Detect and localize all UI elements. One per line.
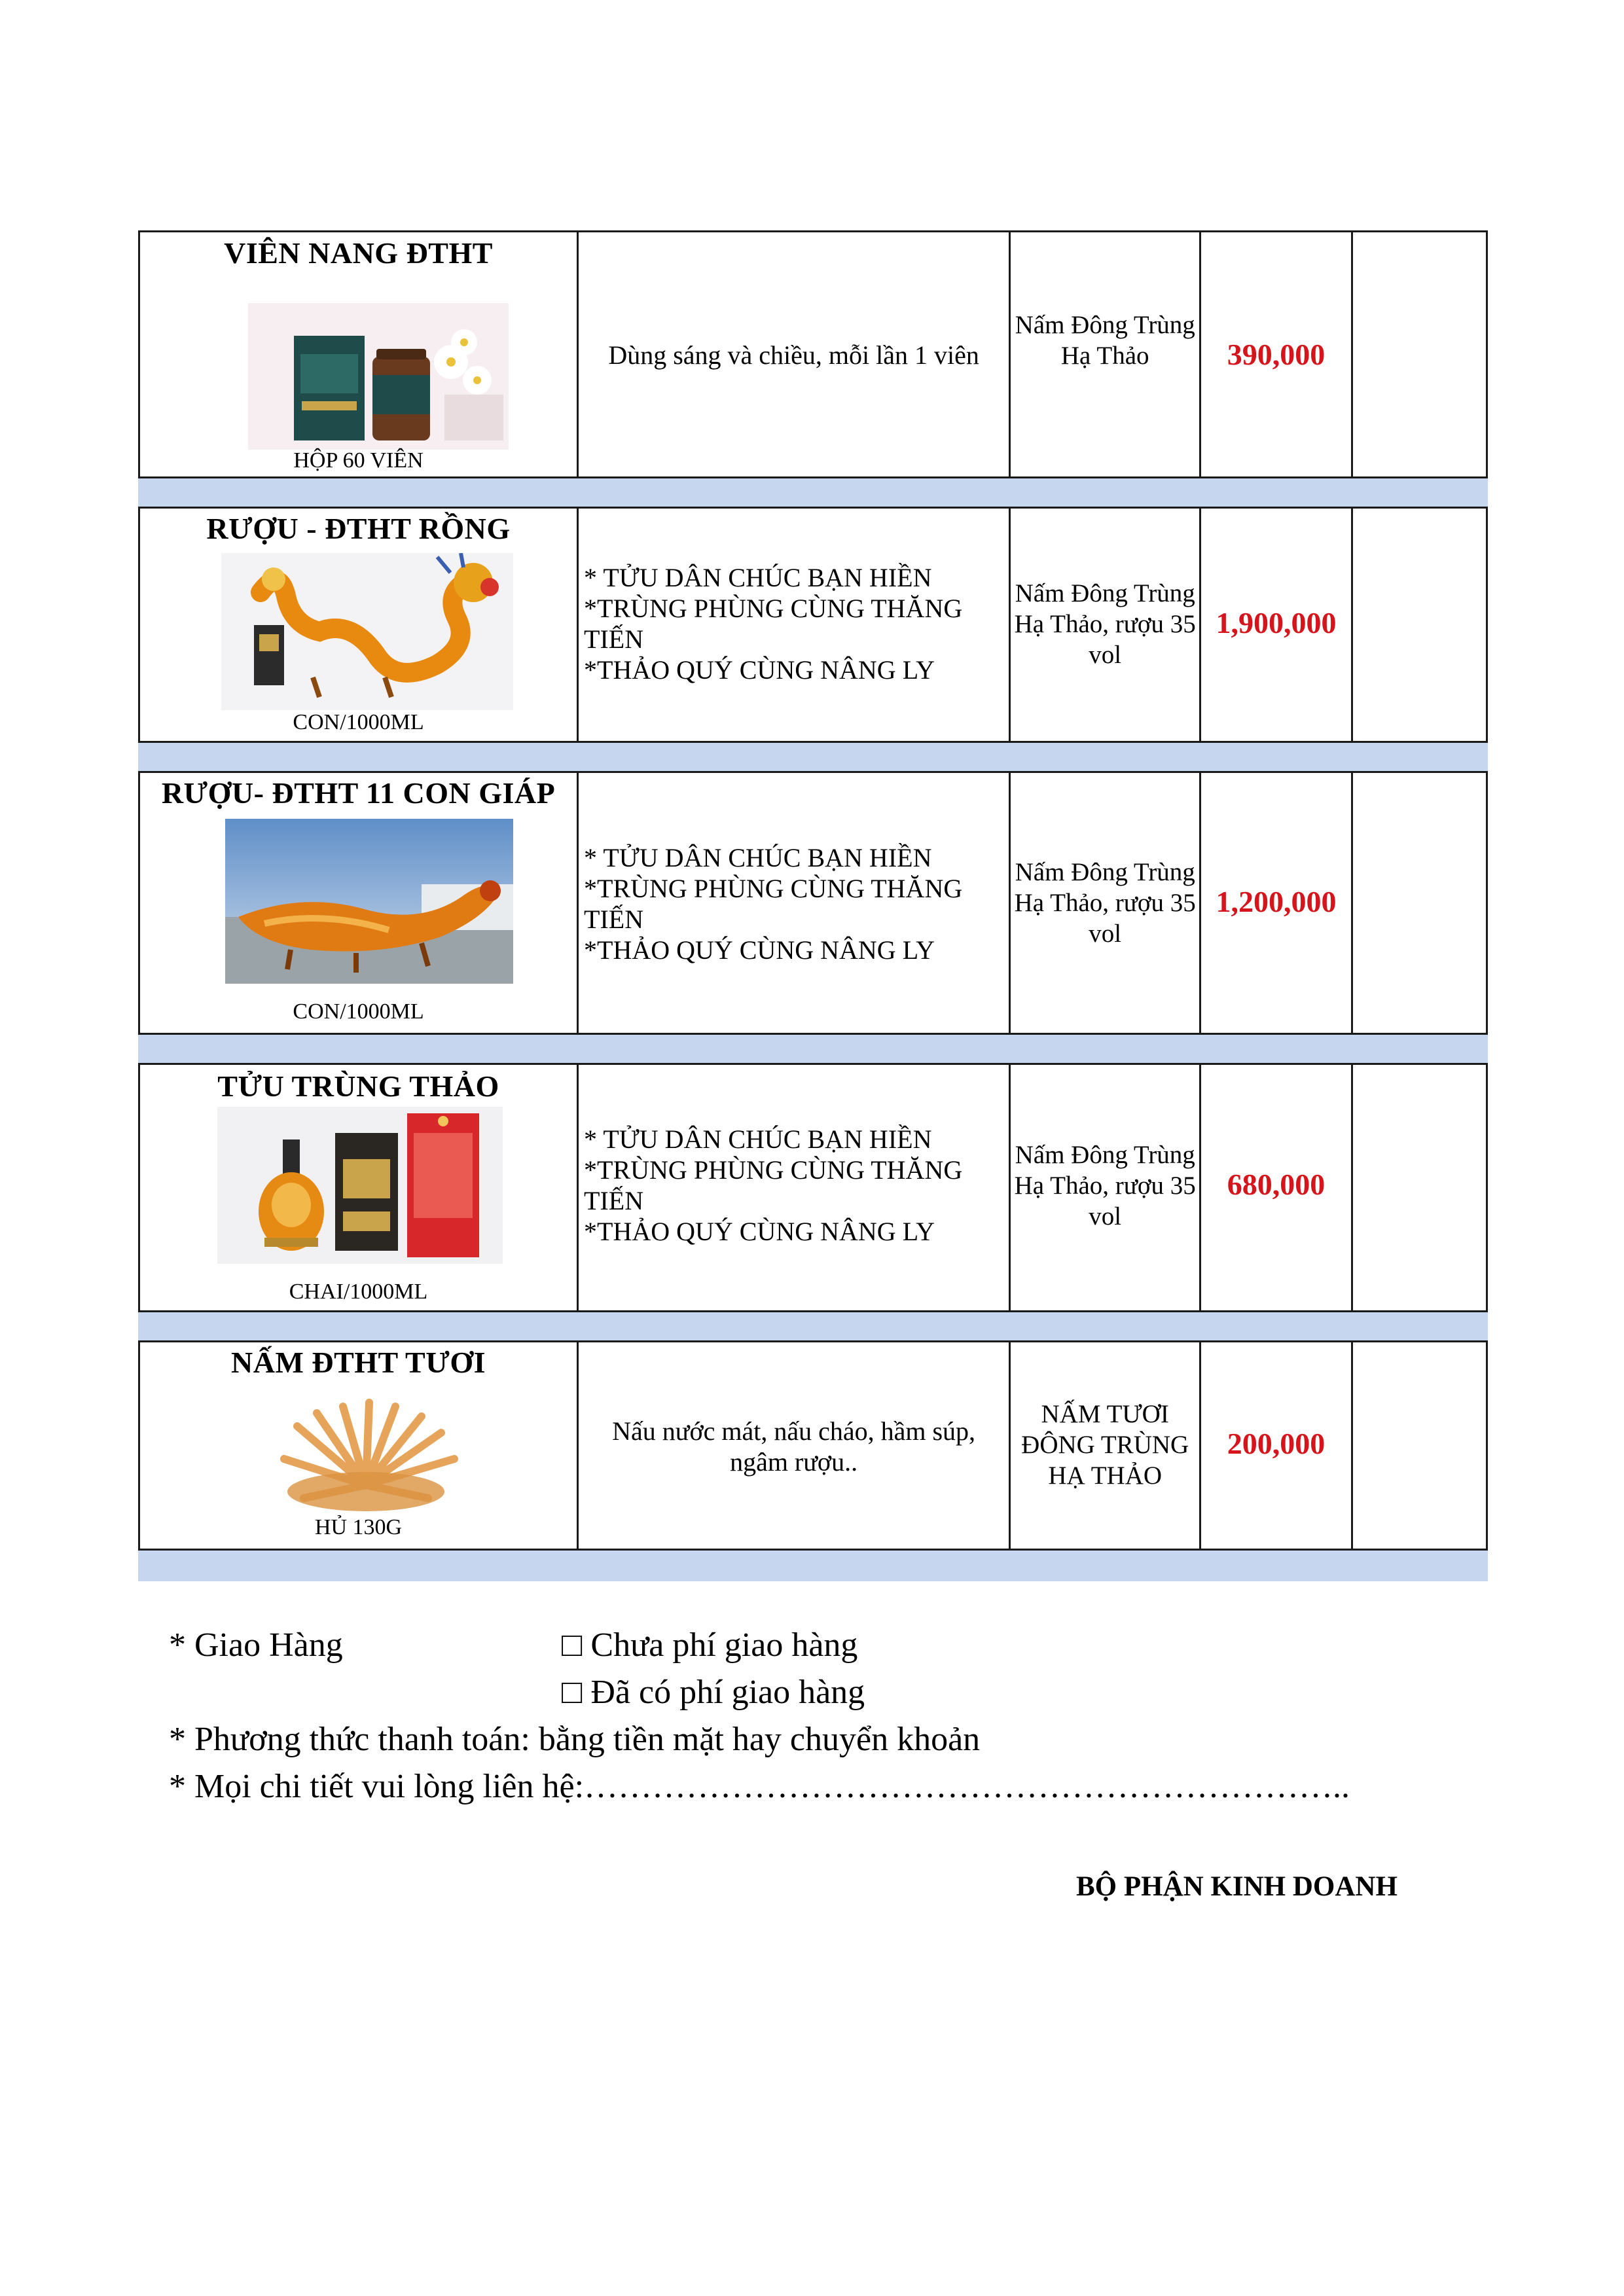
price-cell [1201, 509, 1352, 741]
product-package: HỘP 60 VIÊN [293, 448, 424, 473]
ingredient-cell [1011, 232, 1201, 476]
ingredient-text: Nấm Đông Trùng Hạ Thảo, rượu 35 vol [1014, 579, 1196, 669]
price-value: 1,900,000 [1216, 606, 1337, 639]
product-package: HỦ 130G [314, 1515, 403, 1539]
row-separator [138, 476, 1488, 507]
usage-text: * TỬU DÂN CHÚC BẠN HIỀN *TRÙNG PHÙNG CÙNG THĂNG TIẾN *THẢO QUÝ CÙNG NÂNG LY [584, 563, 963, 685]
contact-note: * Mọi chi tiết vui lòng liên hệ:………………………………………………………….. [169, 1768, 1350, 1805]
usage-text: Nấu nước mát, nấu cháo, hầm súp, ngâm rượu.. [612, 1416, 976, 1477]
ingredient-text: NẤM TƯƠI ĐÔNG TRÙNG HẠ THẢO [1021, 1400, 1189, 1490]
empty-cell [1353, 1342, 1486, 1549]
empty-cell [1353, 1065, 1486, 1310]
ingredient-cell [1011, 1342, 1201, 1549]
delivery-label: * Giao Hàng [169, 1626, 343, 1664]
product-name: RƯỢU - ĐTHT RỒNG [206, 512, 511, 545]
usage-text: * TỬU DÂN CHÚC BẠN HIỀN *TRÙNG PHÙNG CÙNG THĂNG TIẾN *THẢO QUÝ CÙNG NÂNG LY [584, 1124, 963, 1246]
usage-cell [579, 773, 1011, 1033]
wine-bottle-box-photo [217, 1107, 503, 1264]
product-package: CON/1000ML [293, 710, 424, 734]
product-name: TỬU TRÙNG THẢO [217, 1069, 499, 1103]
capsule-box-photo [248, 303, 509, 450]
table-row [138, 230, 1488, 476]
product-name: VIÊN NANG ĐTHT [224, 236, 493, 270]
sales-department-signature: BỘ PHẬN KINH DOANH [1076, 1871, 1398, 1902]
table-row [138, 1063, 1488, 1310]
usage-cell [579, 1065, 1011, 1310]
row-separator [138, 1310, 1488, 1340]
price-value: 680,000 [1227, 1168, 1326, 1201]
delivery-option-unpaid: □ Chưa phí giao hàng [562, 1626, 858, 1664]
table-row [138, 507, 1488, 741]
usage-cell [579, 1342, 1011, 1549]
price-value: 1,200,000 [1216, 885, 1337, 918]
price-table [138, 230, 1488, 1581]
product-cell [140, 1342, 579, 1549]
ingredient-text: Nấm Đông Trùng Hạ Thảo [1015, 311, 1195, 370]
product-cell [140, 1065, 579, 1310]
usage-cell [579, 509, 1011, 741]
price-cell [1201, 1342, 1352, 1549]
ingredient-text: Nấm Đông Trùng Hạ Thảo, rượu 35 vol [1014, 858, 1196, 948]
delivery-option-paid: □ Đã có phí giao hàng [562, 1674, 865, 1711]
payment-note: * Phương thức thanh toán: bằng tiền mặt hay chuyển khoản [169, 1721, 981, 1758]
price-value: 200,000 [1227, 1427, 1326, 1460]
product-cell [140, 232, 579, 476]
dragon-bottle-photo [221, 553, 513, 710]
empty-cell [1353, 773, 1486, 1033]
product-name: NẤM ĐTHT TƯƠI [231, 1346, 486, 1379]
usage-text: * TỬU DÂN CHÚC BẠN HIỀN *TRÙNG PHÙNG CÙNG THĂNG TIẾN *THẢO QUÝ CÙNG NÂNG LY [584, 843, 963, 965]
empty-cell [1353, 232, 1486, 476]
product-cell [140, 509, 579, 741]
fresh-cordyceps-photo [258, 1387, 474, 1518]
product-package: CON/1000ML [293, 999, 424, 1024]
empty-cell [1353, 509, 1486, 741]
usage-text: Dùng sáng và chiều, mỗi lần 1 viên [608, 340, 979, 370]
price-cell [1201, 1065, 1352, 1310]
price-value: 390,000 [1227, 338, 1326, 371]
zodiac-bottle-photo [225, 819, 513, 984]
price-cell [1201, 232, 1352, 476]
product-cell [140, 773, 579, 1033]
ingredient-cell [1011, 773, 1201, 1033]
usage-cell [579, 232, 1011, 476]
table-row [138, 771, 1488, 1033]
ingredient-text: Nấm Đông Trùng Hạ Thảo, rượu 35 vol [1014, 1141, 1196, 1230]
product-name: RƯỢU- ĐTHT 11 CON GIÁP [161, 776, 556, 810]
row-separator [138, 741, 1488, 771]
row-separator [138, 1549, 1488, 1581]
row-separator [138, 1033, 1488, 1063]
product-package: CHAI/1000ML [289, 1280, 428, 1304]
ingredient-cell [1011, 509, 1201, 741]
price-cell [1201, 773, 1352, 1033]
ingredient-cell [1011, 1065, 1201, 1310]
table-row [138, 1340, 1488, 1549]
